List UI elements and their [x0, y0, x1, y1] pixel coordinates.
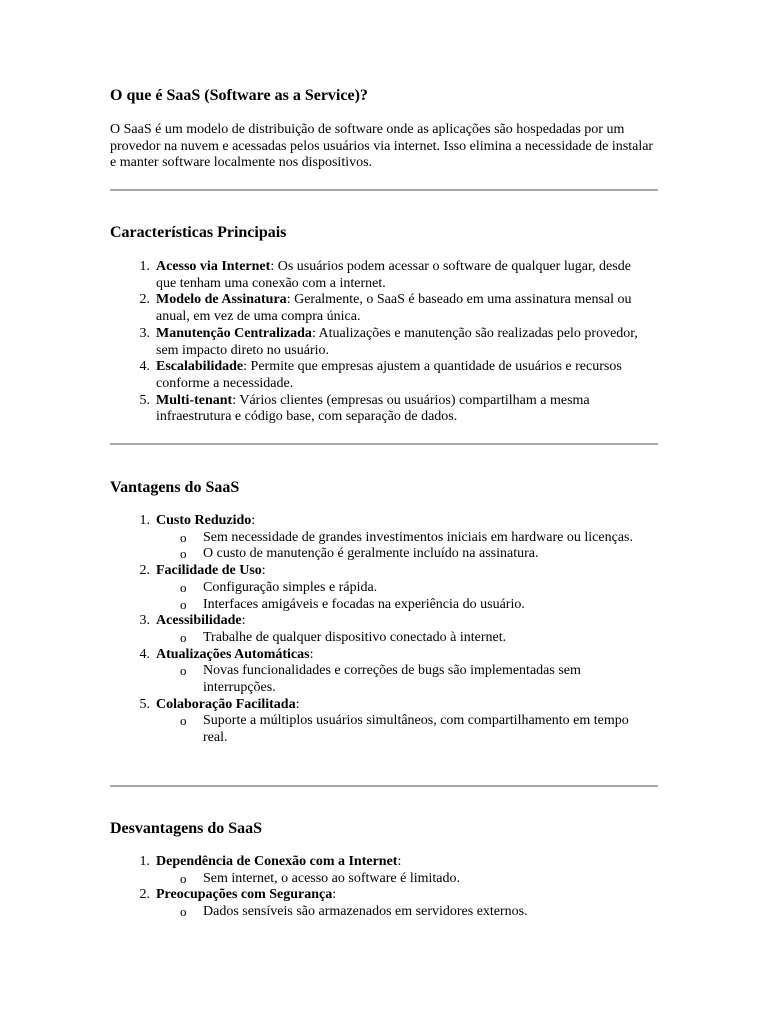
list-number: 4.: [139, 646, 150, 662]
list-item: [110, 887, 650, 920]
section-title-advantages: Vantagens do SaaS: [110, 479, 240, 496]
list-item: [110, 697, 650, 747]
list-term: Acesso via Internet: [156, 259, 271, 274]
sub-item-text: O custo de manutenção é geralmente incluído na assinatura.: [203, 546, 539, 562]
sub-item-text: Dados sensíveis são armazenados em servidores externos.: [203, 904, 528, 920]
list-text: : Atualizações e manutenção são realizadas pelo provedor, sem impacto direto no usuário.: [156, 325, 638, 358]
list-text: :: [295, 696, 300, 712]
divider: [110, 443, 658, 445]
list-item: [110, 647, 650, 697]
list-term: Multi-tenant: [156, 392, 233, 408]
intro-paragraph: O SaaS é um modelo de distribuição de software onde as aplicações são hospedadas por um provedor na nuvem e acessadas pelos usuários via internet. Isso elimina a necessidade de instalar e manter software localmente nos dispositivos.: [110, 122, 654, 170]
divider: [110, 189, 658, 191]
sub-item-text: Sem internet, o acesso ao software é limitado.: [203, 870, 460, 886]
sub-item-text: Suporte a múltiplos usuários simultâneos, com compartilhamento em tempo real.: [203, 713, 629, 746]
list-term: Facilidade de Uso: [156, 563, 262, 579]
list-text: : Permite que empresas ajustem a quantidade de usuários e recursos conforme a necessidade.: [156, 359, 622, 391]
list-term: Atualizações Automáticas: [156, 646, 310, 662]
sub-item: [110, 663, 650, 696]
bullet-icon: o: [180, 579, 187, 595]
list-number: 1.: [139, 854, 150, 869]
disadvantages-list: [110, 854, 650, 921]
bullet-icon: o: [180, 629, 187, 645]
list-term: Custo Reduzido: [156, 513, 252, 528]
sub-item-text: Trabalhe de qualquer dispositivo conectado à internet.: [203, 629, 507, 645]
characteristics-list: [110, 259, 650, 426]
list-text: : Geralmente, o SaaS é baseado em uma assinatura mensal ou anual, em vez de uma compra única.: [156, 292, 632, 325]
list-term: Colaboração Facilitada: [156, 696, 296, 712]
list-text: :: [397, 854, 402, 869]
sub-item: [110, 871, 650, 888]
list-item: [110, 292, 650, 325]
list-text: : Os usuários podem acessar o software de qualquer lugar, desde que tenham uma conexão com a internet.: [156, 259, 631, 291]
list-number: 2.: [139, 887, 150, 903]
sub-item: [110, 597, 650, 614]
list-number: 5.: [139, 392, 150, 408]
list-term: Modelo de Assinatura: [156, 292, 287, 308]
list-term: Manutenção Centralizada: [156, 325, 312, 341]
bullet-icon: o: [180, 713, 187, 729]
list-number: 1.: [139, 513, 150, 528]
list-text: :: [332, 887, 337, 903]
list-item: [110, 326, 650, 359]
list-number: 2.: [139, 563, 150, 579]
section-title-disadvantages: Desvantagens do SaaS: [110, 820, 263, 837]
bullet-icon: o: [180, 529, 187, 545]
list-text: :: [309, 646, 314, 662]
bullet-icon: o: [180, 870, 187, 886]
list-item: [110, 854, 650, 887]
sub-item: [110, 630, 650, 647]
bullet-icon: o: [180, 546, 187, 562]
list-number: 1.: [139, 259, 150, 274]
bullet-icon: o: [180, 596, 187, 612]
section-title-what-is-saas: O que é SaaS (Software as a Service)?: [110, 87, 368, 104]
list-number: 3.: [139, 613, 150, 629]
bullet-icon: o: [180, 904, 187, 920]
sub-item-text: Novas funcionalidades e correções de bugs são implementadas sem interrupções.: [203, 663, 581, 696]
sub-item: [110, 904, 650, 921]
sub-item: [110, 530, 650, 547]
list-text: :: [251, 513, 256, 528]
list-item: [110, 393, 650, 426]
list-number: 3.: [139, 325, 150, 341]
section-title-characteristics: Características Principais: [110, 224, 287, 241]
advantages-list: [110, 513, 650, 747]
list-number: 2.: [139, 292, 150, 308]
list-text: : Vários clientes (empresas ou usuários) compartilham a mesma infraestrutura e código base, com separação de dados.: [156, 392, 590, 425]
list-term: Preocupações com Segurança: [156, 887, 333, 903]
sub-item: [110, 713, 650, 746]
list-text: :: [261, 563, 266, 579]
list-number: 5.: [139, 696, 150, 712]
sub-item: [110, 546, 650, 563]
list-item: [110, 563, 650, 613]
list-text: :: [241, 613, 246, 629]
divider: [110, 785, 658, 787]
list-number: 4.: [139, 359, 150, 375]
list-item: [110, 259, 650, 292]
sub-item-text: Interfaces amigáveis e focadas na experiência do usuário.: [203, 596, 525, 612]
list-term: Acessibilidade: [156, 613, 242, 629]
sub-item: [110, 580, 650, 597]
list-item: [110, 359, 650, 392]
bullet-icon: o: [180, 663, 187, 679]
list-item: [110, 513, 650, 563]
sub-item-text: Configuração simples e rápida.: [203, 579, 378, 595]
list-term: Dependência de Conexão com a Internet: [156, 854, 398, 869]
list-item: [110, 613, 650, 646]
sub-item-text: Sem necessidade de grandes investimentos iniciais em hardware ou licenças.: [203, 529, 633, 545]
list-term: Escalabilidade: [156, 359, 244, 375]
